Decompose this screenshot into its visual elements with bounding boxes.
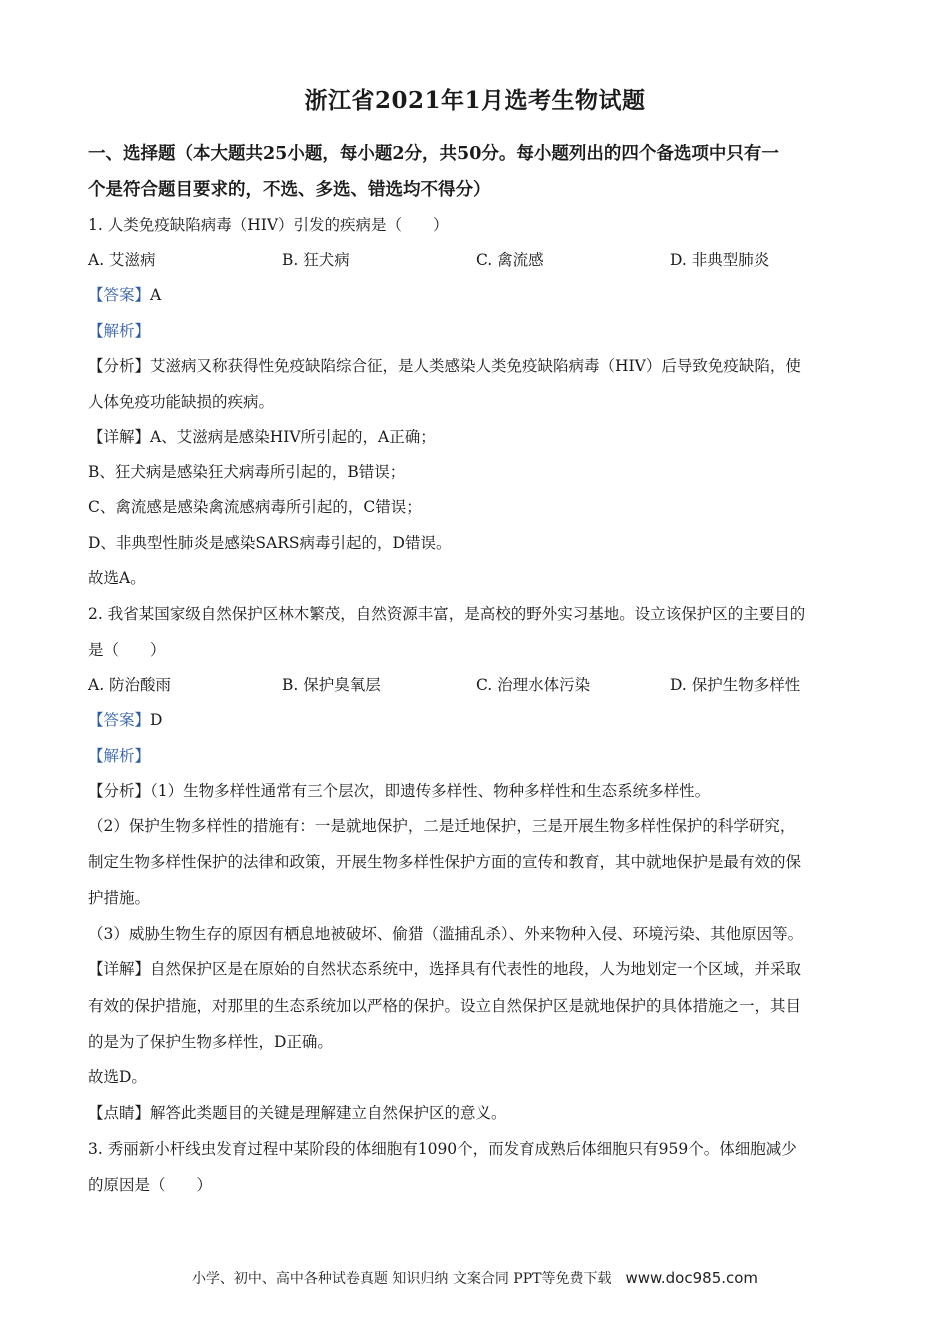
q3-stem-line-1: 3. 秀丽新小杆线虫发育过程中某阶段的体细胞有1090个，而发育成熟后体细胞只有959个。体细胞减少 [88, 1140, 797, 1158]
q2-xiangjie-line-2: 有效的保护措施，对那里的生态系统加以严格的保护。设立自然保护区是就地保护的具体措施之一，其目 [88, 997, 802, 1015]
q1-answer-line [88, 283, 868, 307]
q1-fenxi-line-2: 人体免疫功能缺损的疾病。 [88, 393, 275, 411]
q1-option-a: A. 艾滋病 [88, 251, 156, 269]
q2-stem-line-1: 2. 我省某国家级自然保护区林木繁茂，自然资源丰富，是高校的野外实习基地。设立该保护区的主要目的 [88, 605, 806, 623]
footer-text: 小学、初中、高中各种试卷真题 知识归纳 文案合同 PPT等免费下载 [191, 1271, 612, 1287]
q1-option-c: C. 禽流感 [476, 251, 544, 269]
q1-xiangjie-line-3: C、禽流感是感染禽流感病毒所引起的，C错误； [88, 498, 422, 516]
q2-xiangjie-line-1: 【详解】自然保护区是在原始的自然状态系统中，选择具有代表性的地段，人为地划定一个区域，并采取 [88, 960, 802, 978]
q2-answer-line [88, 708, 868, 732]
q2-fenxi-line-3: 制定生物多样性保护的法律和政策，开展生物多样性保护方面的宣传和教育，其中就地保护是最有效的保 [88, 853, 802, 871]
q2-analysis-label: 【解析】 [88, 747, 151, 765]
q2-answer-value: D [150, 711, 163, 729]
q2-option-d: D. 保护生物多样性 [670, 676, 801, 694]
section-heading-line-1: 一、选择题（本大题共25小题，每小题2分，共50分。每小题列出的四个备选项中只有一 [88, 144, 779, 164]
q1-fenxi-line-1: 【分析】艾滋病又称获得性免疫缺陷综合征，是人类感染人类免疫缺陷病毒（HIV）后导致免疫缺陷，使 [88, 357, 801, 375]
q1-stem: 1. 人类免疫缺陷病毒（HIV）引发的疾病是（ ） [88, 216, 449, 234]
page-footer [0, 1268, 950, 1288]
q1-answer-value: A [150, 286, 162, 304]
q1-option-d: D. 非典型肺炎 [670, 251, 770, 269]
q2-dianjing: 【点睛】解答此类题目的关键是理解建立自然保护区的意义。 [88, 1104, 507, 1122]
section-heading-line-2: 个是符合题目要求的，不选、多选、错选均不得分） [88, 180, 491, 200]
q2-option-a: A. 防治酸雨 [88, 676, 172, 694]
q2-fenxi-line-5: （3）威胁生物生存的原因有栖息地被破坏、偷猎（滥捕乱杀）、外来物种入侵、环境污染、其他原因等。 [88, 925, 804, 943]
q1-conclusion: 故选A。 [88, 569, 146, 587]
q1-xiangjie-line-2: B、狂犬病是感染狂犬病毒所引起的，B错误； [88, 463, 406, 481]
q2-conclusion: 故选D。 [88, 1068, 147, 1086]
document-title: 浙江省2021年1月选考生物试题 [304, 87, 646, 114]
q1-option-b: B. 狂犬病 [282, 251, 350, 269]
q1-xiangjie-line-1: 【详解】A、艾滋病是感染HIV所引起的，A正确； [88, 428, 436, 446]
q2-option-b: B. 保护臭氧层 [282, 676, 381, 694]
footer-url: www.doc985.com [625, 1269, 759, 1287]
q2-answer-label: 【答案】 [88, 711, 151, 729]
q3-stem-line-2: 的原因是（ ） [88, 1176, 213, 1194]
q2-stem-line-2: 是（ ） [88, 641, 166, 659]
q2-fenxi-line-1: 【分析】（1）生物多样性通常有三个层次，即遗传多样性、物种多样性和生态系统多样性。 [88, 782, 711, 800]
q2-xiangjie-line-3: 的是为了保护生物多样性，D正确。 [88, 1033, 333, 1051]
q2-fenxi-line-4: 护措施。 [88, 889, 151, 907]
q2-fenxi-line-2: （2）保护生物多样性的措施有：一是就地保护，二是迁地保护，三是开展生物多样性保护的科学研究， [88, 817, 796, 835]
q1-answer-label: 【答案】 [88, 286, 151, 304]
q1-xiangjie-line-4: D、非典型性肺炎是感染SARS病毒引起的，D错误。 [88, 534, 452, 552]
q2-option-c: C. 治理水体污染 [476, 676, 591, 694]
q1-analysis-label: 【解析】 [88, 322, 151, 340]
